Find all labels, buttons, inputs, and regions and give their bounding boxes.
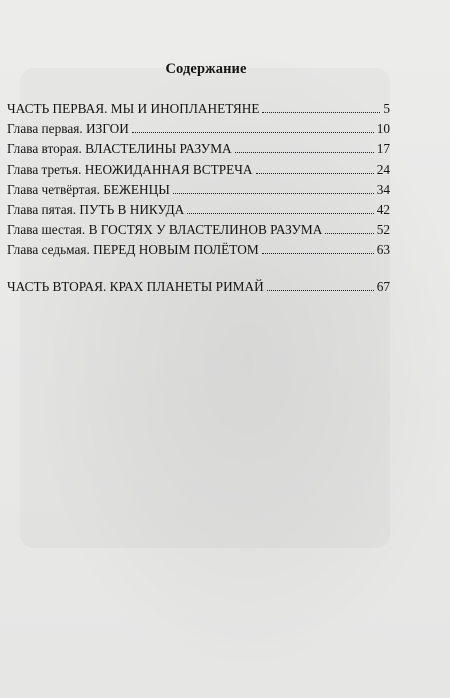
contents-heading: Содержание [165, 61, 247, 77]
dot-leader [256, 173, 374, 174]
toc-entry-chapter-3 [7, 157, 390, 176]
toc-entry-page: 5 [383, 100, 390, 116]
toc-entry-chapter-6 [7, 217, 390, 236]
dot-leader [187, 213, 373, 214]
dot-leader [262, 112, 380, 113]
toc-entry-chapter-2 [7, 136, 390, 155]
toc-entry-part-1 [7, 96, 390, 115]
toc-entry-label: Глава третья. НЕОЖИДАННАЯ ВСТРЕЧА [7, 161, 253, 177]
dot-leader [262, 253, 374, 254]
toc-entry-page: 52 [376, 221, 390, 237]
toc-entry-page: 34 [376, 181, 390, 197]
toc-entry-label: Глава первая. ИЗГОИ [7, 120, 129, 136]
toc-entry-label: Глава пятая. ПУТЬ В НИКУДА [7, 201, 185, 217]
toc-entry-part-2 [7, 274, 390, 293]
dot-leader [325, 233, 373, 234]
toc-entry-label: Глава четвёртая. БЕЖЕНЦЫ [7, 181, 170, 197]
toc-entry-page: 24 [376, 161, 390, 177]
toc-entry-chapter-7 [7, 237, 390, 256]
toc-entry-chapter-4 [7, 177, 390, 196]
toc-entry-label: Глава седьмая. ПЕРЕД НОВЫМ ПОЛЁТОМ [7, 241, 259, 257]
toc-entry-chapter-5 [7, 197, 390, 216]
dot-leader [267, 290, 374, 291]
dot-leader [235, 152, 374, 153]
toc-entry-page: 63 [376, 241, 390, 257]
toc-entry-label: ЧАСТЬ ВТОРАЯ. КРАХ ПЛАНЕТЫ РИМАЙ [7, 278, 264, 294]
dot-leader [132, 132, 374, 133]
toc-entry-chapter-1 [7, 116, 390, 135]
toc-entry-page: 67 [376, 278, 390, 294]
toc-entry-page: 17 [376, 140, 390, 156]
toc-entry-label: ЧАСТЬ ПЕРВАЯ. МЫ И ИНОПЛАНЕТЯНЕ [7, 100, 260, 116]
toc-entry-page: 10 [376, 120, 390, 136]
dot-leader [173, 193, 374, 194]
toc-entry-label: Глава вторая. ВЛАСТЕЛИНЫ РАЗУМА [7, 140, 232, 156]
toc-entry-label: Глава шестая. В ГОСТЯХ У ВЛАСТЕЛИНОВ РАЗУМА [7, 221, 323, 237]
toc-entry-page: 42 [376, 201, 390, 217]
